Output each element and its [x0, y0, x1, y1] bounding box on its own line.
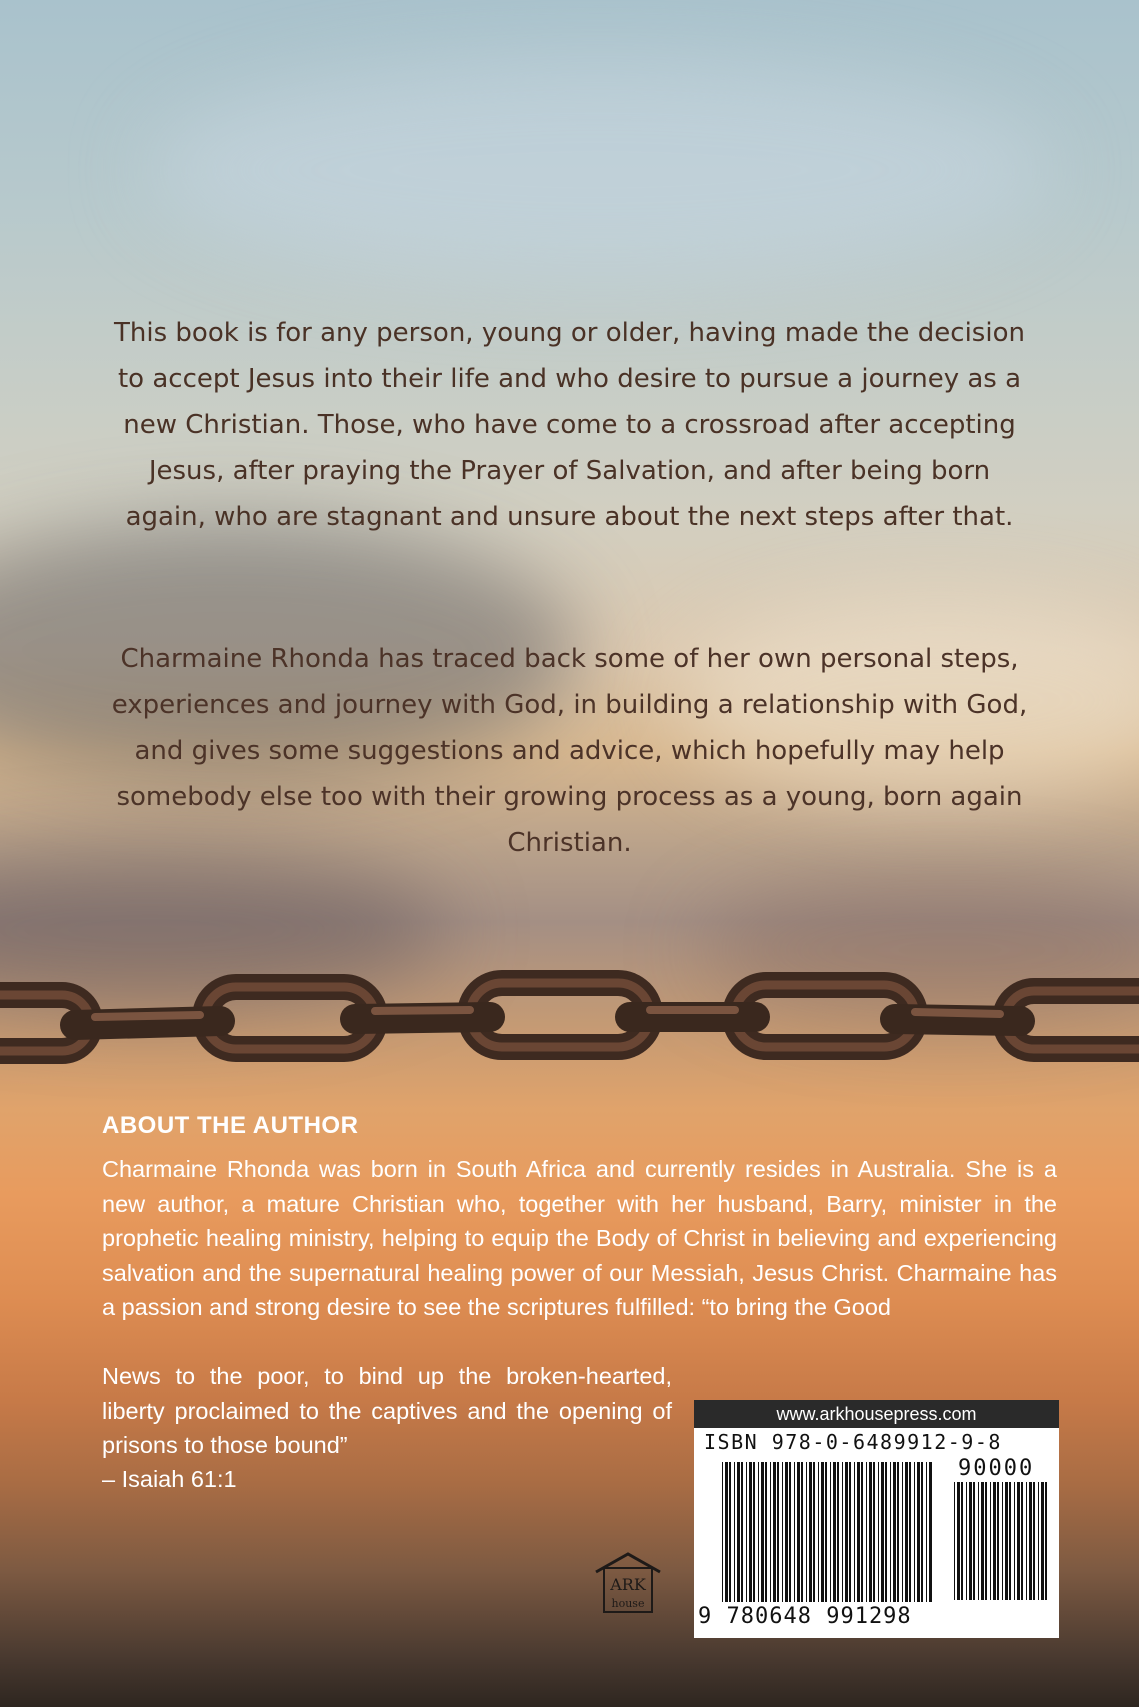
barcode-bar — [761, 1462, 764, 1602]
barcode-bar — [973, 1482, 975, 1600]
barcode-bar — [818, 1462, 819, 1602]
publisher-url: www.arkhousepress.com — [694, 1400, 1059, 1428]
barcode-bar — [978, 1482, 979, 1600]
barcode-bar — [765, 1462, 767, 1602]
barcode-bar — [1029, 1482, 1032, 1600]
barcode-bar — [725, 1462, 728, 1602]
barcode-bar — [746, 1462, 747, 1602]
barcode-bar — [734, 1462, 735, 1602]
barcode-bar — [777, 1462, 779, 1602]
barcode-bar — [1045, 1482, 1047, 1600]
barcode-bar — [749, 1462, 752, 1602]
barcode-bar — [917, 1462, 920, 1602]
barcode-bar — [881, 1462, 884, 1602]
barcode-bar — [806, 1462, 807, 1602]
barcode-bar — [1005, 1482, 1008, 1600]
barcode-bar — [782, 1462, 783, 1602]
isbn-barcode — [694, 1400, 1059, 1638]
barcode-bars — [722, 1462, 932, 1602]
barcode-bar — [758, 1462, 759, 1602]
barcode-bar — [833, 1462, 836, 1602]
barcode-bar — [969, 1482, 972, 1600]
barcode-bar — [1017, 1482, 1020, 1600]
barcode-bar — [921, 1462, 923, 1602]
barcode-bar — [1009, 1482, 1011, 1600]
barcode-bar — [785, 1462, 788, 1602]
barcode-bar — [1014, 1482, 1015, 1600]
chain-illustration — [0, 965, 1139, 1085]
svg-text:ARK: ARK — [610, 1575, 646, 1594]
barcode-bar — [993, 1482, 996, 1600]
barcode-bar — [801, 1462, 803, 1602]
barcode-bar — [954, 1482, 955, 1600]
barcode-bar — [1038, 1482, 1039, 1600]
barcode-bar — [837, 1462, 839, 1602]
barcode-bar — [997, 1482, 999, 1600]
barcode-bar — [854, 1462, 855, 1602]
sky-cloud — [150, 60, 1050, 280]
barcode-bar — [914, 1462, 915, 1602]
barcode-bar — [902, 1462, 903, 1602]
barcode-bar — [825, 1462, 827, 1602]
barcode-bar — [794, 1462, 795, 1602]
barcode-bar — [961, 1482, 963, 1600]
barcode-bar — [809, 1462, 812, 1602]
barcode-bar — [981, 1482, 984, 1600]
barcode-bar — [813, 1462, 815, 1602]
barcode-bar — [909, 1462, 911, 1602]
barcode-bar — [849, 1462, 851, 1602]
svg-text:house: house — [611, 1597, 645, 1610]
barcode-bar — [1041, 1482, 1044, 1600]
barcode-bar — [893, 1462, 896, 1602]
barcode-bar — [926, 1462, 927, 1602]
barcode-bar — [729, 1462, 731, 1602]
scripture-reference: – Isaiah 61:1 — [102, 1466, 237, 1492]
barcode-bar — [861, 1462, 863, 1602]
barcode-bar — [797, 1462, 800, 1602]
barcode-bar — [722, 1462, 723, 1602]
barcode-bar — [842, 1462, 843, 1602]
barcode-bar — [905, 1462, 908, 1602]
barcode-bar — [866, 1462, 867, 1602]
barcode-bar — [821, 1462, 824, 1602]
about-author-heading: ABOUT THE AUTHOR — [102, 1112, 359, 1139]
barcode-bar — [770, 1462, 771, 1602]
barcode-bar — [885, 1462, 887, 1602]
price-code: 90000 — [958, 1456, 1035, 1481]
barcode-bar — [1026, 1482, 1027, 1600]
about-author-text: Charmaine Rhonda was born in South Africa and currently resides in Australia. She is a new author, a mature Christian who, together with her husband, Barry, minister in the prophetic healing ministry, helping to equip the Body of Christ in believing and experiencing salvation and the supernatural healing power of our Messiah, Jesus Christ. Charmaine has a passion and strong desire to see the scriptures fulfilled: “to bring the Good — [102, 1156, 1057, 1320]
barcode-bar — [753, 1462, 755, 1602]
barcode-bar — [966, 1482, 967, 1600]
barcode-bar — [1033, 1482, 1035, 1600]
barcode-bar — [873, 1462, 875, 1602]
barcode-bar — [1002, 1482, 1003, 1600]
ark-house-logo-icon — [592, 1550, 664, 1616]
barcode-digits: 9 780648 991298 — [698, 1604, 912, 1629]
barcode-bar — [830, 1462, 831, 1602]
barcode-bar — [990, 1482, 991, 1600]
barcode-bar — [929, 1462, 932, 1602]
barcode-bar — [773, 1462, 776, 1602]
blurb-paragraph-2: Charmaine Rhonda has traced back some of her own personal steps, experiences and journey with God, in building a relationship with God, and gives some suggestions and advice, which hopefully may help somebody else too with their growing process as a young, born again Christian. — [111, 644, 1028, 858]
barcode-bar — [890, 1462, 891, 1602]
barcode-bar — [1021, 1482, 1023, 1600]
barcode-bar — [957, 1482, 960, 1600]
barcode-bar — [878, 1462, 879, 1602]
chain-link-edge — [75, 1017, 1020, 1025]
isbn-number: ISBN 978-0-6489912-9-8 — [704, 1430, 1002, 1454]
barcode-bar — [845, 1462, 848, 1602]
barcode-bar — [869, 1462, 872, 1602]
barcode-addon-bars — [954, 1482, 1050, 1600]
barcode-bar — [737, 1462, 740, 1602]
barcode-bar — [897, 1462, 899, 1602]
barcode-bar — [741, 1462, 743, 1602]
barcode-bar — [857, 1462, 860, 1602]
blurb-paragraph-1: This book is for any person, young or older, having made the decision to accept Jesus into their life and who desire to pursue a journey as a new Christian. Those, who have come to a crossroad after accepting Jesus, after praying the Prayer of Salvation, and after being born again, who are stagnant and unsure about the next steps after that. — [114, 318, 1025, 532]
barcode-bar — [789, 1462, 791, 1602]
about-author-quote: News to the poor, to bind up the broken-hearted, liberty proclaimed to the captives and the opening of prisons to those bound” — [102, 1363, 672, 1458]
barcode-bar — [985, 1482, 987, 1600]
